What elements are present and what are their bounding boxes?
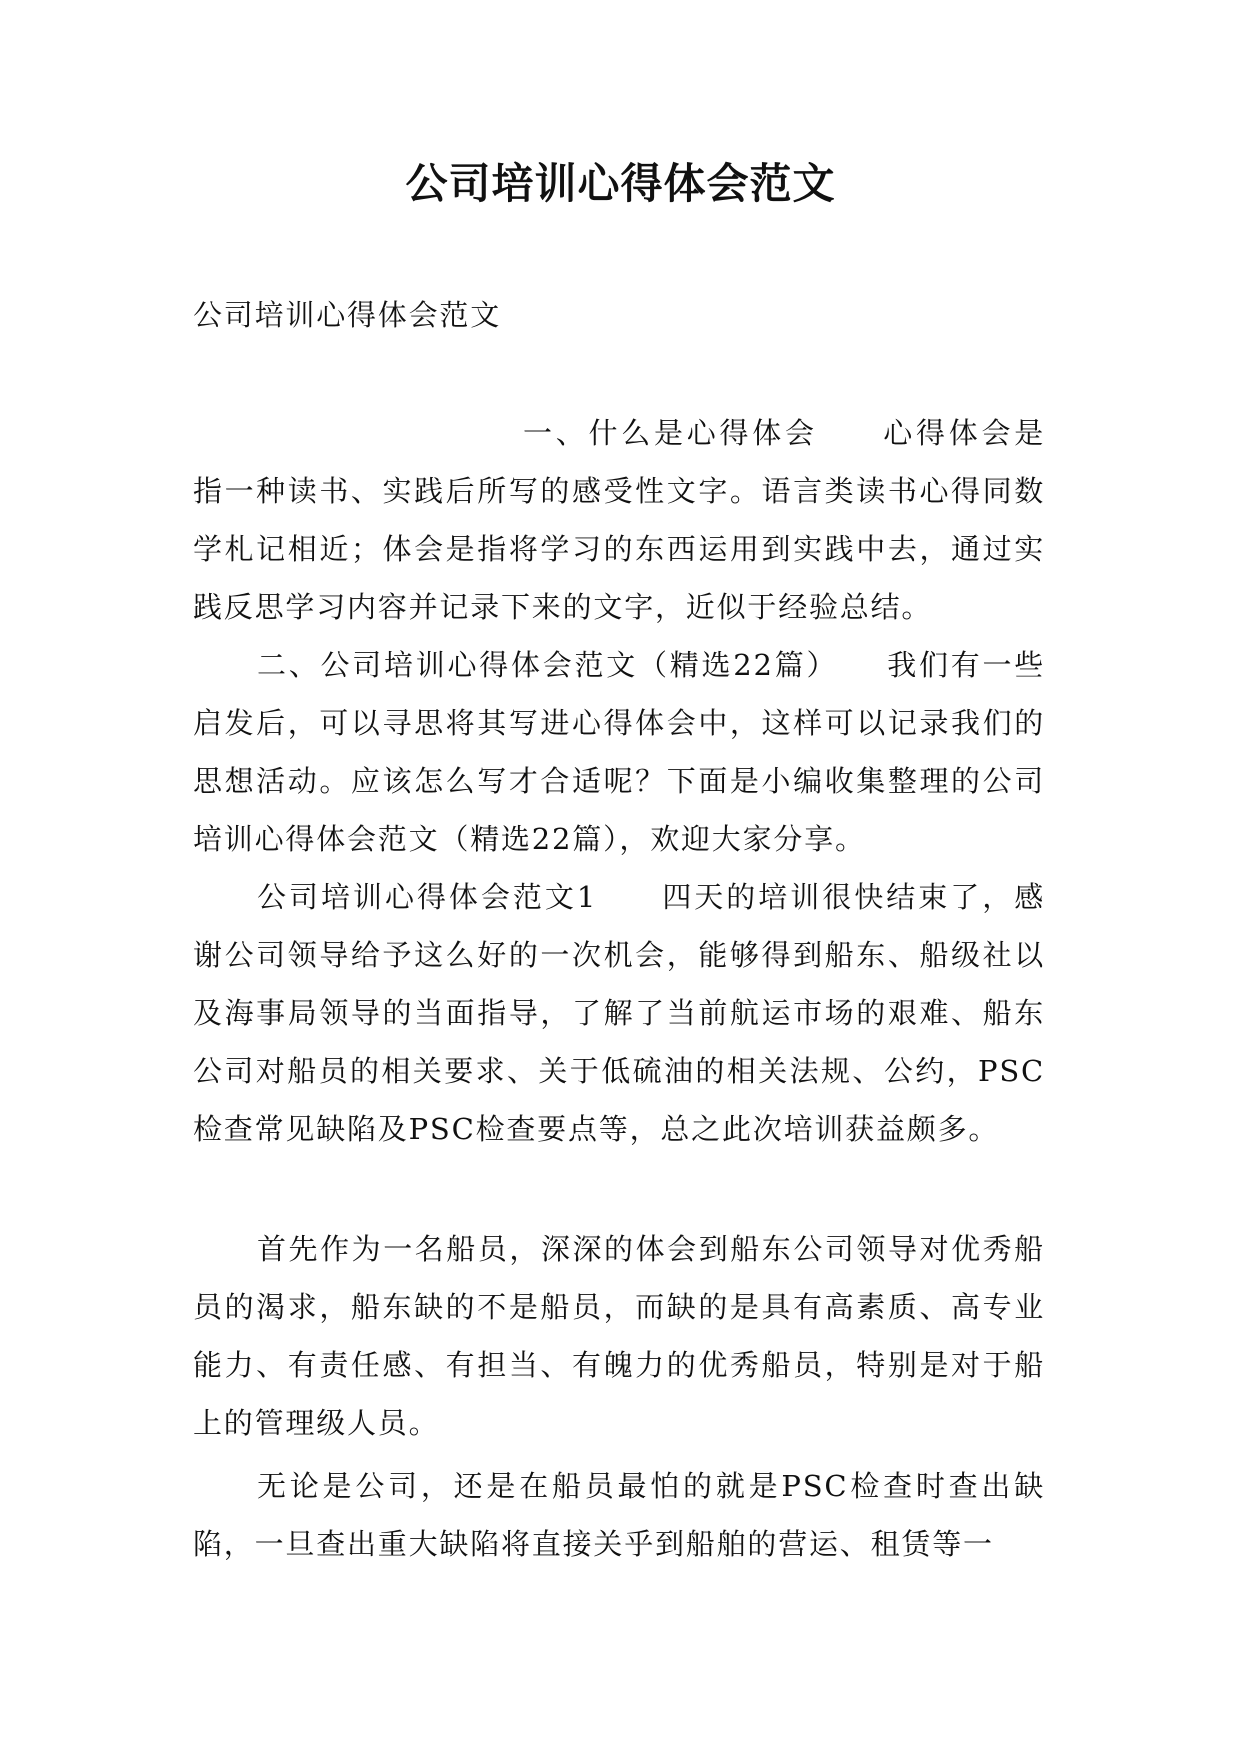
document-subtitle: 公司培训心得体会范文 [193,298,502,332]
document-title: 公司培训心得体会范文 [405,159,836,208]
paragraph-essay-1: 公司培训心得体会范文1 四天的培训很快结束了，感谢公司领导给予这么好的一次机会，能够得到船东、船级社以及海事局领导的当面指导，了解了当前航运市场的艰难、船东公司对船员的相关要求、关于低硫油的相关法规、公约，PSC检查常见缺陷及PSC检查要点等，总之此次培训获益颇多。 [193,880,1045,1146]
paragraph-first-point: 首先作为一名船员，深深的体会到船东公司领导对优秀船员的渴求，船东缺的不是船员，而缺的是具有高素质、高专业能力、有责任感、有担当、有魄力的优秀船员，特别是对于船上的管理级人员。 [193,1232,1045,1440]
paragraph-what-is-reflection: 一、什么是心得体会 心得体会是指一种读书、实践后所写的感受性文字。语言类读书心得同数学札记相近；体会是指将学习的东西运用到实践中去，通过实践反思学习内容并记录下来的文字，近似于经验总结。 [193,416,1045,624]
paragraph-psc-inspection: 无论是公司，还是在船员最怕的就是PSC检查时查出缺陷，一旦查出重大缺陷将直接关乎到船舶的营运、租赁等一 [193,1469,1045,1561]
paragraph-intro-essays: 二、公司培训心得体会范文（精选22篇） 我们有一些启发后，可以寻思将其写进心得体会中，这样可以记录我们的思想活动。应该怎么写才合适呢？下面是小编收集整理的公司培训心得体会范文（精选22篇），欢迎大家分享。 [193,648,1045,856]
